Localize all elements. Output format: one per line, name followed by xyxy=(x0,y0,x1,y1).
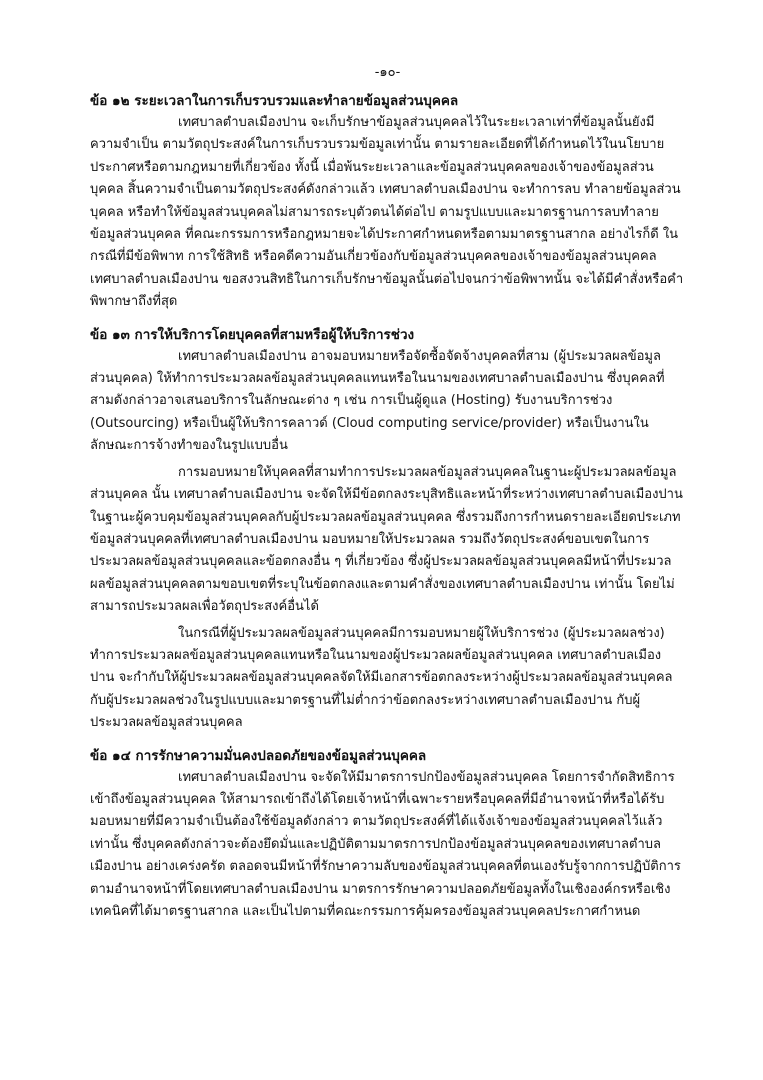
section-paragraph: เทศบาลตำบลเมืองปาน จะเก็บรักษาข้อมูลส่วนบุคคลไว้ในระยะเวลาเท่าที่ข้อมูลนั้นยังมีความจำเป็น ตามวัตถุประสงค์ในการเก็บรวบรวมข้อมูลเท่านั้น ตามรายละเอียดที่ได้กำหนดไว้ในนโยบาย ประกาศหรือตามกฎหมายที่เกี่ยวข้อง ทั้งนี้ เมื่อพ้นระยะเวลาและข้อมูลส่วนบุคคลของเจ้าของข้อมูลส่วนบุคคล สิ้นความจำเป็นตามวัตถุประสงค์ดังกล่าวแล้ว เทศบาลตำบลเมืองปาน จะทำการลบ ทำลายข้อมูลส่วนบุคคล หรือทำให้ข้อมูลส่วนบุคคลไม่สามารถระบุตัวตนได้ต่อไป ตามรูปแบบและมาตรฐานการลบทำลายข้อมูลส่วนบุคคล ที่คณะกรรมการหรือกฎหมายจะได้ประกาศกำหนดหรือตามมาตรฐานสากล อย่างไรก็ดี ในกรณีที่มีข้อพิพาท การใช้สิทธิ หรือคดีความอันเกี่ยวข้องกับข้อมูลส่วนบุคคลของเจ้าของข้อมูลส่วนบุคคล เทศบาลตำบลเมืองปาน ขอสงวนสิทธิในการเก็บรักษาข้อมูลนั้นต่อไปจนกว่าข้อพิพาทนั้น จะได้มีคำสั่งหรือคำพิพากษาถึงที่สุด xyxy=(90,115,684,310)
section-heading: ข้อ ๑๓ การให้บริการโดยบุคคลที่สามหรือผู้ให้บริการช่วง xyxy=(90,326,415,343)
section-heading: ข้อ ๑๒ ระยะเวลาในการเก็บรวบรวมและทำลายข้อมูลส่วนบุคคล xyxy=(90,93,459,109)
section-14 xyxy=(90,745,685,924)
section-heading: ข้อ ๑๔ การรักษาความมั่นคงปลอดภัยของข้อมูลส่วนบุคคล xyxy=(90,747,427,764)
page-number: -๑๐- xyxy=(374,65,401,80)
section-paragraph: เทศบาลตำบลเมืองปาน จะจัดให้มีมาตรการปกป้องข้อมูลส่วนบุคคล โดยการจำกัดสิทธิการเข้าถึงข้อมูลส่วนบุคคล ให้สามารถเข้าถึงได้โดยเจ้าหน้าที่เฉพาะรายหรือบุคคลที่มีอำนาจหน้าที่หรือได้รับมอบหมายที่มีความจำเป็นต้องใช้ข้อมูลดังกล่าว ตามวัตถุประสงค์ที่ได้แจ้งเจ้าของข้อมูลส่วนบุคคลไว้แล้วเท่านั้น ซึ่งบุคคลดังกล่าวจะต้องยึดมั่นและปฏิบัติตามมาตรการปกป้องข้อมูลส่วนบุคคลของเทศบาลตำบลเมืองปาน อย่างเคร่งครัด ตลอดจนมีหน้าที่รักษาความลับของข้อมูลส่วนบุคคลที่ตนเองรับรู้จากการปฏิบัติการตามอำนาจหน้าที่โดยเทศบาลตำบลเมืองปาน มาตรการรักษาความปลอดภัยข้อมูลทั้งในเชิงองค์กรหรือเชิงเทคนิคที่ได้มาตรฐานสากล และเป็นไปตามที่คณะกรรมการคุ้มครองข้อมูลส่วนบุคคลประกาศกำหนด xyxy=(90,769,681,919)
section-13 xyxy=(90,324,685,735)
section-paragraph: ในกรณีที่ผู้ประมวลผลข้อมูลส่วนบุคคลมีการมอบหมายผู้ให้บริการช่วง (ผู้ประมวลผลช่วง) ทำการประมวลผลข้อมูลส่วนบุคคลแทนหรือในนามของผู้ประมวลผลข้อมูลส่วนบุคคล เทศบาลตำบลเมืองปาน จะกำกับให้ผู้ประมวลผลข้อมูลส่วนบุคคลจัดให้มีเอกสารข้อตกลงระหว่างผู้ประมวลผลข้อมูลส่วนบุคคลกับผู้ประมวลผลช่วงในรูปแบบและมาตรฐานที่ไม่ต่ำกว่าข้อตกลงระหว่างเทศบาลตำบลเมืองปาน กับผู้ประมวลผลข้อมูลส่วนบุคคล xyxy=(90,625,673,731)
section-paragraph: เทศบาลตำบลเมืองปาน อาจมอบหมายหรือจัดซื้อจัดจ้างบุคคลที่สาม (ผู้ประมวลผลข้อมูลส่วนบุคคล) ให้ทำการประมวลผลข้อมูลส่วนบุคคลแทนหรือในนามของเทศบาลตำบลเมืองปาน ซึ่งบุคคลที่สามดังกล่าวอาจเสนอบริการในลักษณะต่าง ๆ เช่น การเป็นผู้ดูแล (Hosting) รับงานบริการช่วง (Outsourcing) หรือเป็นผู้ให้บริการคลาวด์ (Cloud computing service/provider) หรือเป็นงานในลักษณะการจ้างทำของในรูปแบบอื่น xyxy=(90,348,665,454)
section-12 xyxy=(90,90,685,314)
section-paragraph: การมอบหมายให้บุคคลที่สามทำการประมวลผลข้อมูลส่วนบุคคลในฐานะผู้ประมวลผลข้อมูลส่วนบุคคล นั้น เทศบาลตำบลเมืองปาน จะจัดให้มีข้อตกลงระบุสิทธิและหน้าที่ระหว่างเทศบาลตำบลเมืองปาน ในฐานะผู้ควบคุมข้อมูลส่วนบุคคลกับผู้ประมวลผลข้อมูลส่วนบุคคล ซึ่งรวมถึงการกำหนดรายละเอียดประเภท ข้อมูลส่วนบุคคลที่เทศบาลตำบลเมืองปาน มอบหมายให้ประมวลผล รวมถึงวัตถุประสงค์ขอบเขตในการประมวลผลข้อมูลส่วนบุคคลและข้อตกลงอื่น ๆ ที่เกี่ยวข้อง ซึ่งผู้ประมวลผลข้อมูลส่วนบุคคลมีหน้าที่ประมวลผลข้อมูลส่วนบุคคลตามขอบเขตที่ระบุในข้อตกลงและตามคำสั่งของเทศบาลตำบลเมืองปาน เท่านั้น โดยไม่สามารถประมวลผลเพื่อวัตถุประสงค์อื่นได้ xyxy=(90,464,683,615)
